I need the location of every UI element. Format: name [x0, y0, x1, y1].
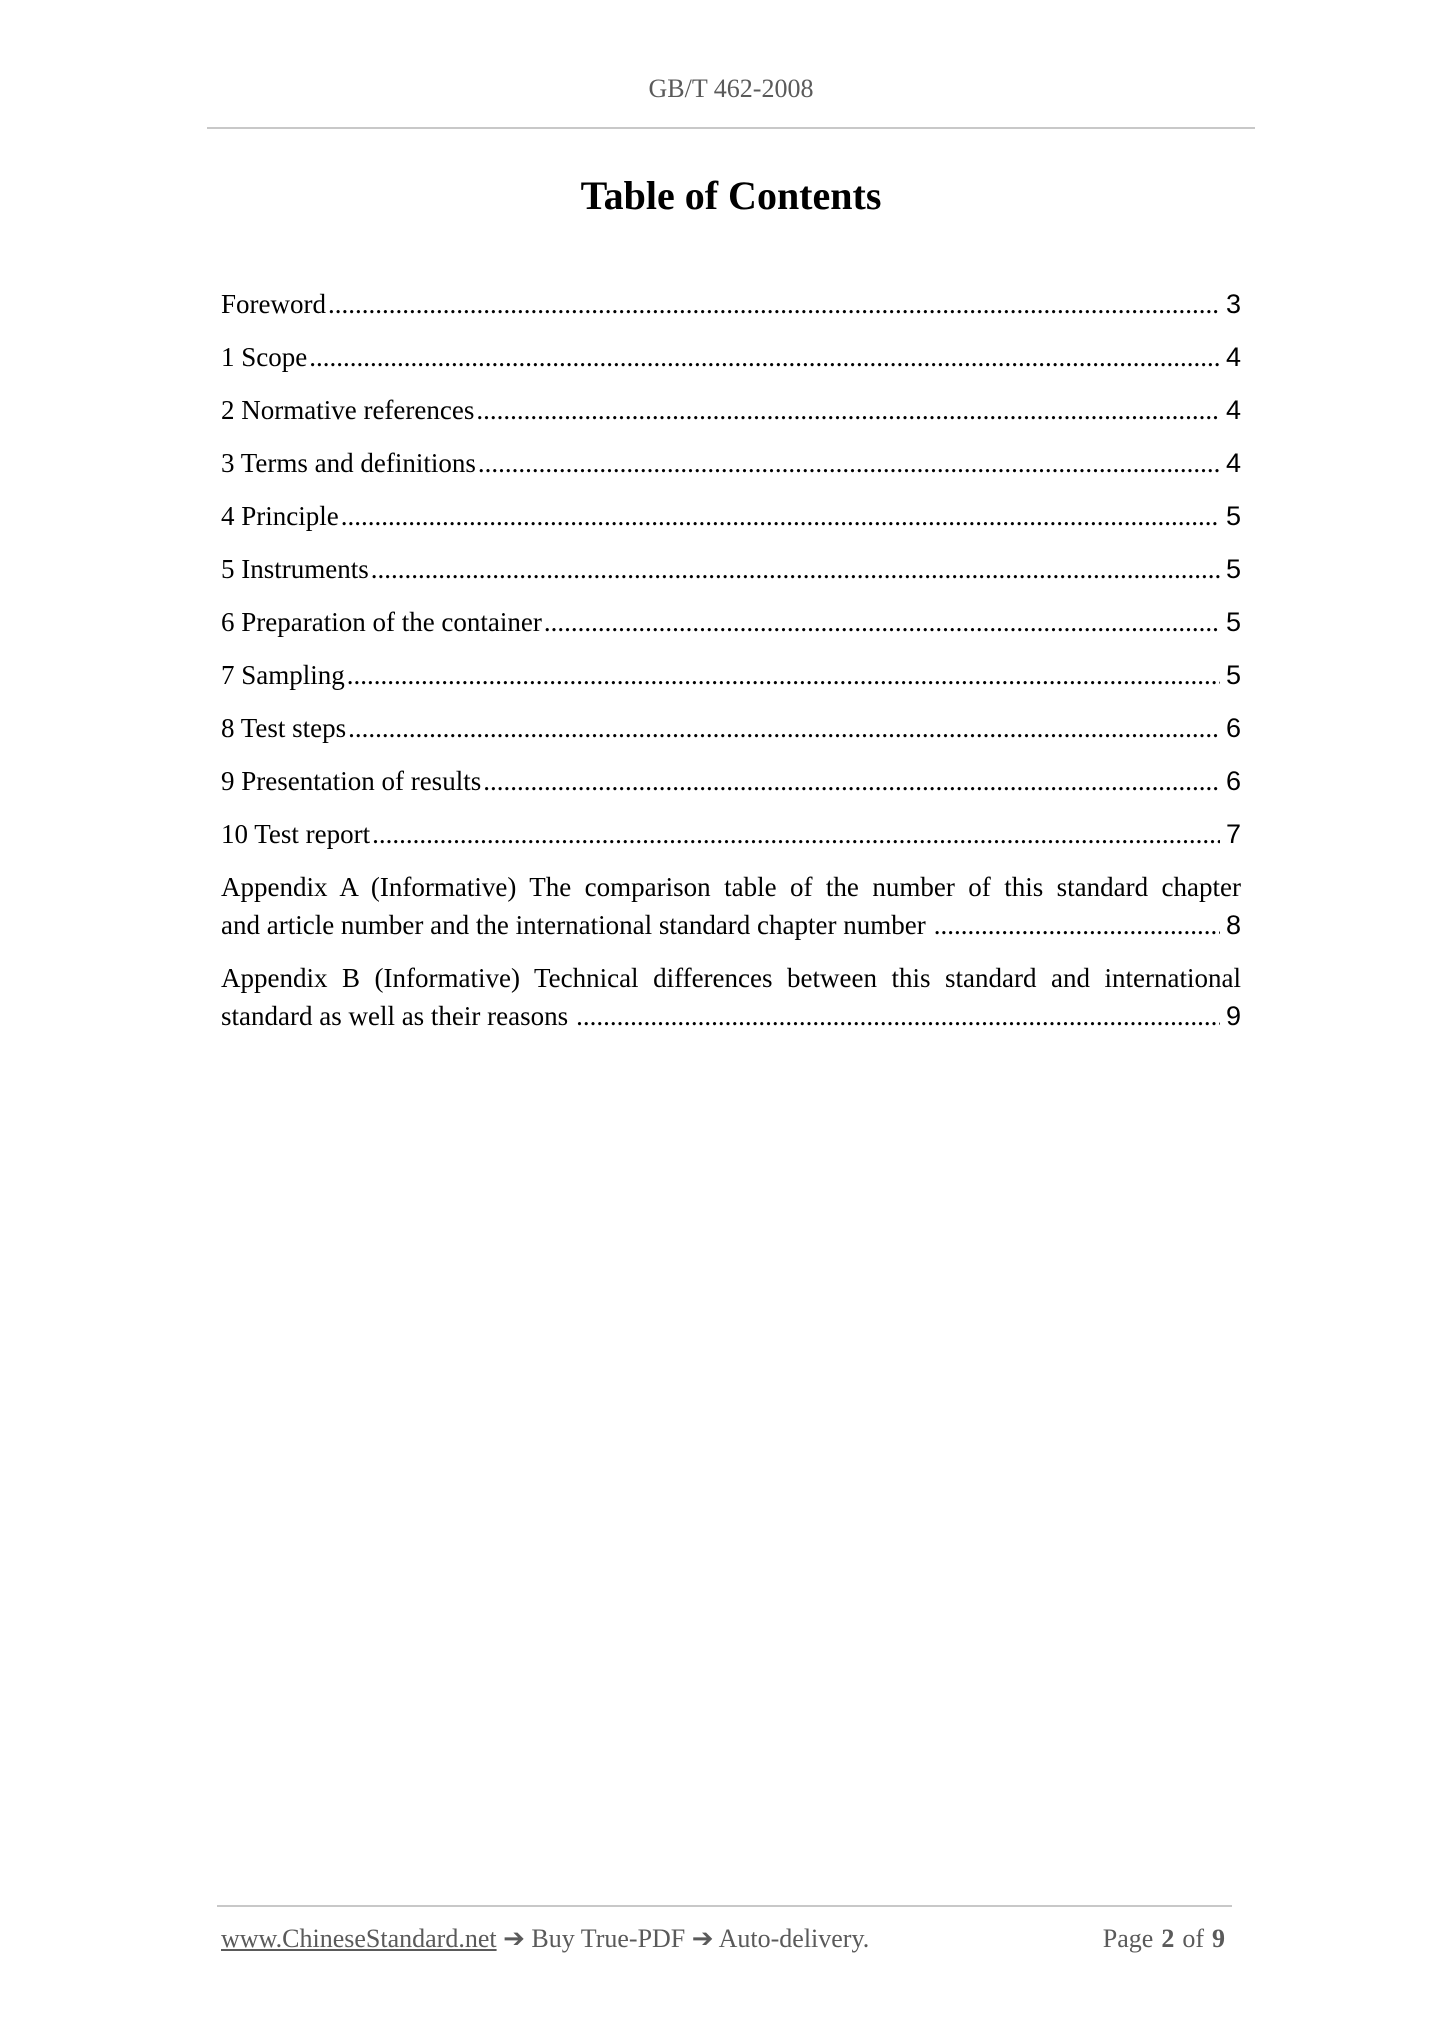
toc-entry-test-steps[interactable]	[221, 709, 1241, 747]
toc-entry-page: 4	[1225, 342, 1241, 372]
running-header: GB/T 462-2008	[648, 74, 814, 103]
toc-entry-scope[interactable]	[221, 338, 1241, 376]
toc-entry-label-line2: standard as well as their reasons	[221, 1001, 569, 1031]
toc-entry-appendix-a[interactable]	[221, 868, 1241, 944]
toc-entry-principle[interactable]	[221, 497, 1241, 535]
toc-entry-line2	[221, 997, 1241, 1035]
toc-entry-label-line2: and article number and the international standard chapter number	[221, 910, 926, 940]
toc-entry-line2	[221, 906, 1241, 944]
toc-entry-terms-definitions[interactable]	[221, 444, 1241, 482]
toc-leader-dots	[476, 391, 1220, 429]
current-page: 2	[1161, 1924, 1175, 1953]
toc-entry-label-line1: Appendix A (Informative) The comparison table of the number of this standard chapter	[221, 872, 1241, 902]
toc-leader-dots	[371, 550, 1220, 588]
toc-leader-dots	[341, 497, 1220, 535]
toc-entry-label: 1 Scope	[221, 342, 308, 372]
toc-entry-sampling[interactable]	[221, 656, 1241, 694]
page-footer	[221, 1924, 1233, 1954]
toc-entry-page: 4	[1225, 395, 1241, 425]
toc-entry-page: 6	[1225, 713, 1241, 743]
of-word: of	[1182, 1924, 1204, 1953]
toc-entry-page: 5	[1225, 501, 1241, 531]
toc-entry-page: 6	[1225, 766, 1241, 796]
page-number	[1103, 1924, 1233, 1954]
toc-entry-label-line1: Appendix B (Informative) Technical differences between this standard and international	[221, 963, 1241, 993]
footer-promo-text: ➔ Buy True-PDF ➔ Auto-delivery.	[496, 1924, 870, 1953]
toc-leader-dots	[347, 656, 1220, 694]
toc-entry-test-report[interactable]	[221, 815, 1241, 853]
toc-entry-page: 3	[1225, 289, 1241, 319]
toc-entry-preparation-container[interactable]	[221, 603, 1241, 641]
footer-promo	[221, 1924, 869, 1954]
toc-entry-label: Foreword	[221, 289, 326, 319]
toc-leader-dots	[544, 603, 1220, 641]
toc-leader-dots	[478, 444, 1220, 482]
toc-entry-label: 9 Presentation of results	[221, 766, 482, 796]
toc-entry-label: 5 Instruments	[221, 554, 369, 584]
toc-entry-label: 10 Test report	[221, 819, 371, 849]
toc-entry-page: 5	[1225, 607, 1241, 637]
toc-entry-normative-references[interactable]	[221, 391, 1241, 429]
page-title: Table of Contents	[580, 173, 882, 218]
toc-leader-dots	[576, 997, 1220, 1035]
website-link[interactable]: www.ChineseStandard.net	[221, 1924, 497, 1953]
toc-entry-appendix-b[interactable]	[221, 959, 1241, 1035]
toc-entry-label: 2 Normative references	[221, 395, 475, 425]
toc-entry-presentation-results[interactable]	[221, 762, 1241, 800]
toc-leader-dots	[309, 338, 1220, 376]
toc-leader-dots	[328, 285, 1220, 323]
toc-entry-page: 5	[1225, 554, 1241, 584]
footer-divider	[217, 1905, 1232, 1907]
toc-entry-instruments[interactable]	[221, 550, 1241, 588]
page-word: Page	[1102, 1924, 1154, 1953]
toc-entry-label: 8 Test steps	[221, 713, 347, 743]
toc-leader-dots	[934, 906, 1220, 944]
toc-entry-page: 8	[1225, 910, 1241, 940]
toc-entry-label: 7 Sampling	[221, 660, 345, 690]
total-pages: 9	[1212, 1924, 1225, 1953]
header-divider	[207, 127, 1255, 129]
toc-leader-dots	[348, 709, 1220, 747]
toc-entry-page: 7	[1225, 819, 1241, 849]
toc-leader-dots	[372, 815, 1220, 853]
toc-entry-foreword[interactable]	[221, 285, 1241, 323]
toc-entry-label: 3 Terms and definitions	[221, 448, 476, 478]
table-of-contents	[221, 285, 1241, 1050]
toc-entry-page: 9	[1225, 1001, 1241, 1031]
toc-entry-label: 6 Preparation of the container	[221, 607, 542, 637]
toc-entry-label: 4 Principle	[221, 501, 339, 531]
toc-entry-page: 4	[1225, 448, 1241, 478]
toc-leader-dots	[483, 762, 1220, 800]
toc-entry-page: 5	[1225, 660, 1241, 690]
